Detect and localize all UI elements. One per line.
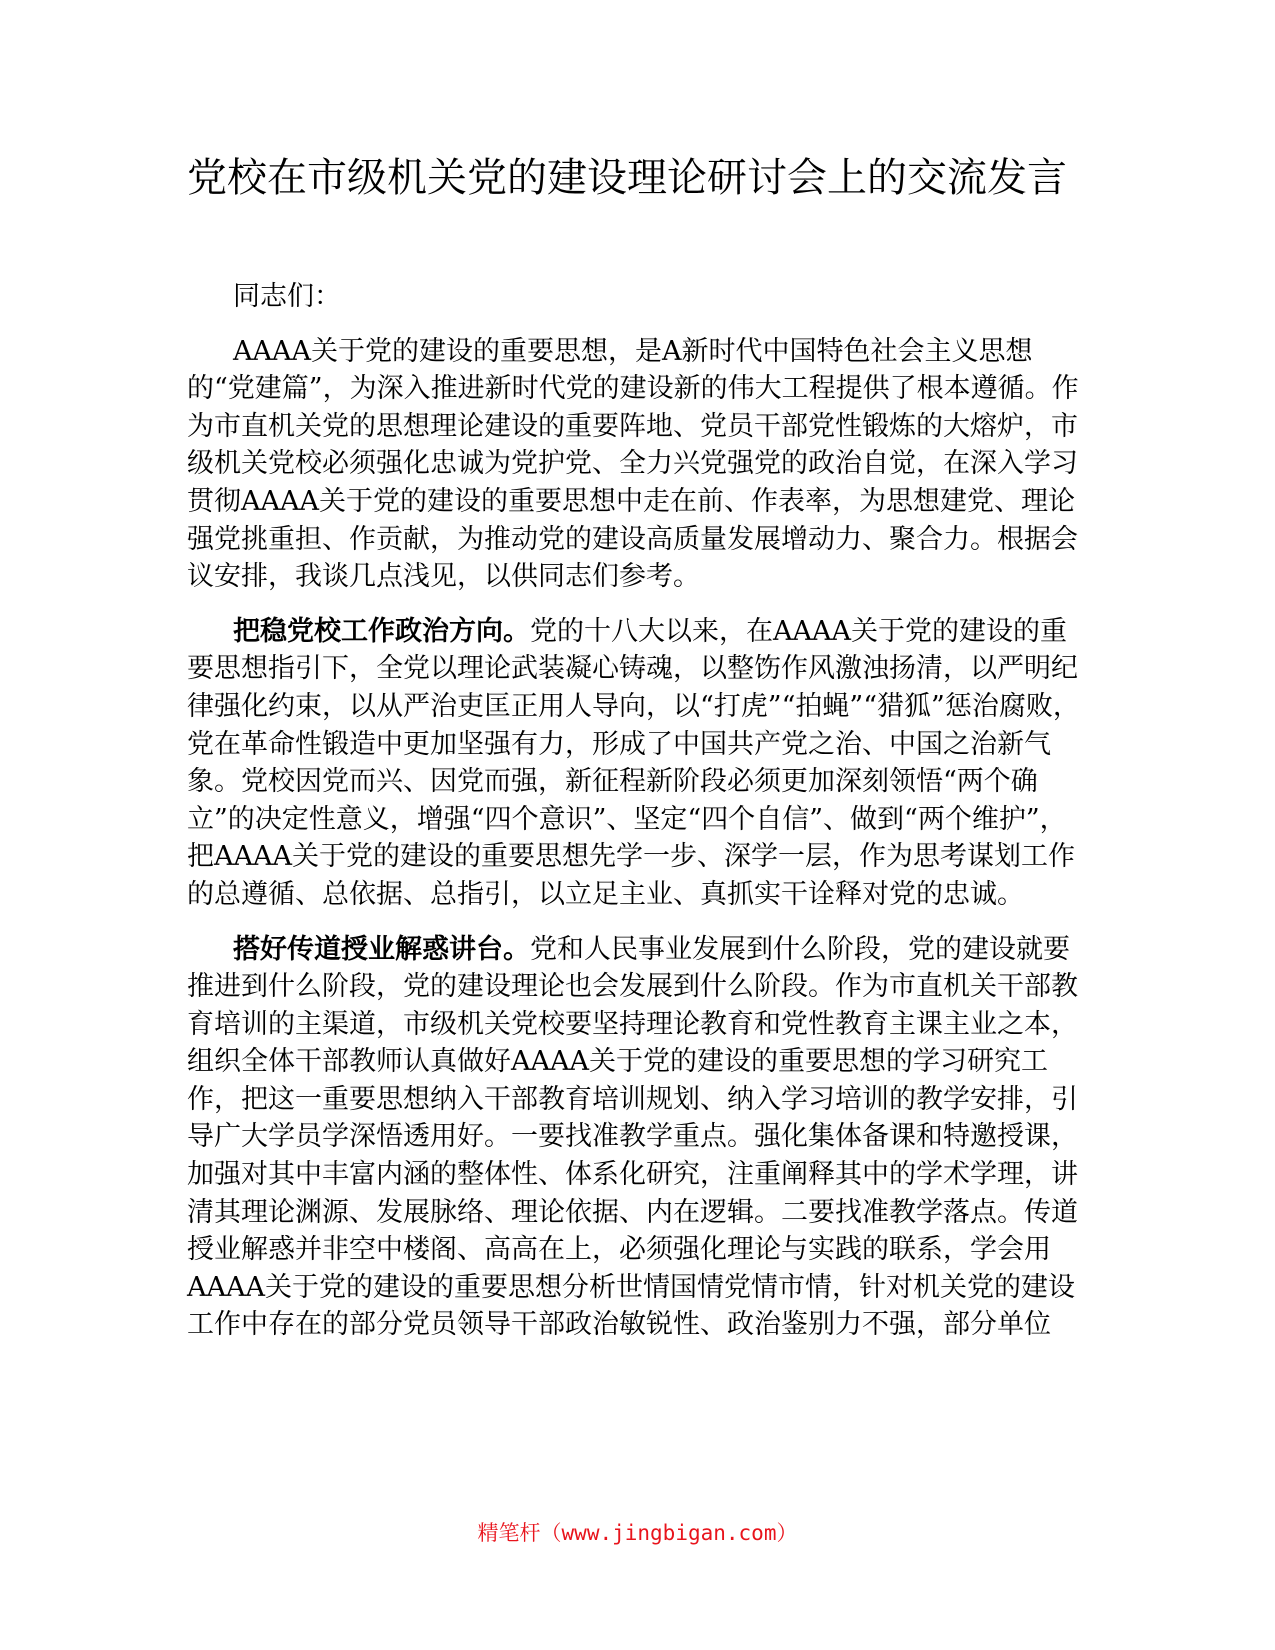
section-text-1: 党的十八大以来，在AAAA关于党的建设的重要思想指引下，全党以理论武装凝心铸魂，以整饬作风激浊扬清，以严明纪律强化约束，以从严治吏匡正用人导向，以“打虎”“拍蝇”“猎狐”惩治腐败，党在革命性锻造中更加坚强有力，形成了中国共产党之治、中国之治新气象。党校因党而兴、因党而强，新征程新阶段必须更加深刻领悟“两个确立”的决定性意义，增强“四个意识”、坚定“四个自信”、做到“两个维护”，把AAAA关于党的建设的重要思想先学一步、深学一层，作为思考谋划工作的总遵循、总依据、总指引，以立足主业、真抓实干诠释对党的忠诚。 bbox=[187, 615, 1080, 910]
footer-watermark: 精笔杆（www.jingbigan.com） bbox=[477, 1521, 798, 1545]
section-heading-1: 把稳党校工作政治方向。 bbox=[233, 615, 530, 647]
section-paragraph-1 bbox=[187, 613, 1087, 914]
document-body bbox=[187, 278, 1087, 1361]
document-title: 党校在市级机关党的建设理论研讨会上的交流发言 bbox=[187, 155, 1067, 201]
section-paragraph-2 bbox=[187, 931, 1087, 1345]
section-text-2: 党和人民事业发展到什么阶段，党的建设就要推进到什么阶段，党的建设理论也会发展到什么阶段。作为市直机关干部教育培训的主渠道，市级机关党校要坚持理论教育和党性教育主课主业之本，组织全体干部教师认真做好AAAA关于党的建设的重要思想的学习研究工作，把这一重要思想纳入干部教育培训规划、纳入学习培训的教学安排，引导广大学员学深悟透用好。一要找准教学重点。强化集体备课和特邀授课，加强对其中丰富内涵的整体性、体系化研究，注重阐释其中的学术学理，讲清其理论渊源、发展脉络、理论依据、内在逻辑。二要找准教学落点。传道授业解惑并非空中楼阁、高高在上，必须强化理论与实践的联系，学会用AAAA关于党的建设的重要思想分析世情国情党情市情，针对机关党的建设工作中存在的部分党员领导干部政治敏锐性、政治鉴别力不强，部分单位 bbox=[187, 933, 1078, 1341]
section-heading-2: 搭好传道授业解惑讲台。 bbox=[233, 933, 530, 965]
salutation: 同志们： bbox=[233, 281, 341, 312]
intro-paragraph: AAAA关于党的建设的重要思想，是A新时代中国特色社会主义思想的“党建篇”，为深入推进新时代党的建设新的伟大工程提供了根本遵循。作为市直机关党的思想理论建设的重要阵地、党员干部党性锻炼的大熔炉，市级机关党校必须强化忠诚为党护党、全力兴党强党的政治自觉，在深入学习贯彻AAAA关于党的建设的重要思想中走在前、作表率，为思想建党、理论强党挑重担、作贡献，为推动党的建设高质量发展增动力、聚合力。根据会议安排，我谈几点浅见，以供同志们参考。 bbox=[187, 335, 1079, 593]
